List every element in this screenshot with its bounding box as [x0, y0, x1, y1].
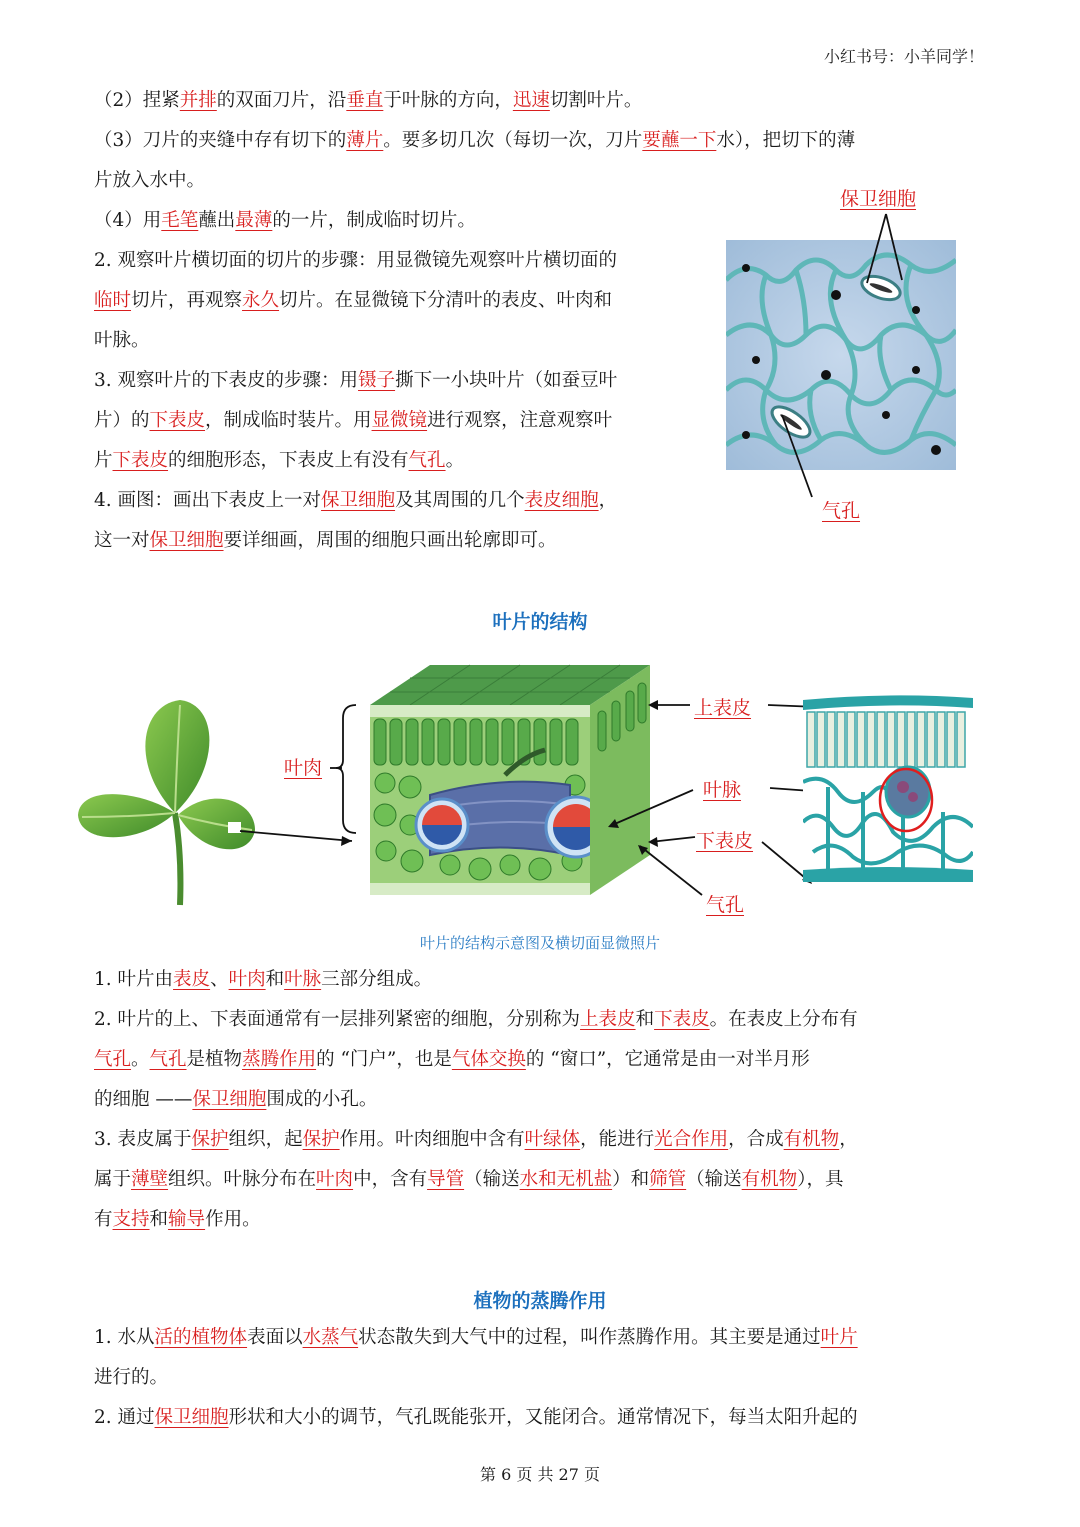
keyword-answer: 永久 — [242, 290, 280, 311]
text-run: 及其周围的几个 — [395, 490, 525, 511]
keyword-answer: 保护 — [302, 1129, 340, 1150]
keyword-answer: 上表皮 — [580, 1009, 636, 1030]
text-run: 和 — [265, 969, 285, 990]
page-footer: 第 6 页 共 27 页 — [480, 1465, 600, 1484]
keyword-answer: 活的植物体 — [154, 1327, 248, 1348]
keyword-answer: 有机物 — [741, 1169, 798, 1190]
keyword-answer: 最薄 — [235, 210, 273, 231]
keyword-answer: 迅速 — [512, 90, 550, 111]
para-line — [94, 1200, 261, 1240]
text-run: 片）的 — [94, 410, 150, 431]
keyword-answer: 要蘸一下 — [642, 130, 717, 151]
keyword-answer: 蒸腾作用 — [242, 1049, 317, 1070]
keyword-answer: 气孔 — [408, 450, 446, 471]
keyword-answer: 气体交换 — [451, 1049, 526, 1070]
figure-caption: 叶片的结构示意图及横切面显微照片 — [419, 934, 660, 952]
keyword-answer: 下表皮 — [149, 410, 206, 431]
text-run: 3. 表皮属于 — [94, 1129, 192, 1150]
label-lower-epidermis: 下表皮 — [696, 830, 754, 852]
label-upper-epidermis: 上表皮 — [694, 697, 752, 719]
keyword-answer: 薄片 — [346, 130, 384, 151]
text-run: 片 — [94, 450, 113, 471]
text-run: 是植物 — [186, 1049, 243, 1070]
label-guard-cell: 保卫细胞 — [840, 188, 917, 210]
text-run: 表面以 — [247, 1327, 303, 1348]
text-run: 组织，起 — [228, 1129, 303, 1150]
text-run: 这一对 — [94, 530, 150, 551]
text-run: 的双面刀片，沿 — [216, 90, 347, 111]
text-run: 的一片，制成临时切片。 — [272, 210, 476, 231]
text-run: 、 — [210, 969, 229, 990]
text-run: 叶脉。 — [94, 330, 150, 351]
keyword-answer: 保卫细胞 — [154, 1407, 229, 1428]
para-line — [94, 1318, 858, 1358]
text-run: ，能进行 — [580, 1129, 655, 1150]
keyword-answer: 下表皮 — [112, 450, 169, 471]
text-run: 和 — [635, 1009, 655, 1030]
text-run: （4）用 — [94, 210, 162, 231]
text-run: 和 — [149, 1209, 169, 1230]
text-run: 围成的小孔。 — [266, 1089, 378, 1110]
text-run: 蘸出 — [198, 210, 236, 231]
text-run: 。在表皮上分布有 — [709, 1009, 858, 1030]
text-run: 4. 画图：画出下表皮上一对 — [94, 490, 322, 511]
text-run: （2）捏紧 — [94, 90, 180, 111]
keyword-answer: 表皮 — [173, 969, 211, 990]
text-run: 三部分组成。 — [321, 969, 433, 990]
para-line — [94, 1120, 858, 1160]
section-title-leaf-structure: 叶片的结构 — [492, 611, 588, 633]
text-run: 的细胞 —— — [94, 1089, 193, 1110]
text-run: 。 — [131, 1049, 150, 1070]
keyword-answer: 叶脉 — [284, 969, 322, 990]
keyword-answer: 输导 — [168, 1209, 206, 1230]
text-run: 于叶脉的方向， — [383, 90, 513, 111]
keyword-answer: 叶片 — [820, 1327, 858, 1348]
text-run: 。 — [445, 450, 465, 471]
text-run: 切割叶片。 — [549, 90, 643, 111]
text-run: 2. 叶片的上、下表面通常有一层排列紧密的细胞，分别称为 — [94, 1009, 581, 1030]
text-run: 水），把切下的薄 — [716, 130, 856, 151]
keyword-answer: 显微镜 — [371, 410, 428, 431]
text-run: 进行观察，注意观察叶 — [427, 410, 613, 431]
keyword-answer: 光合作用 — [654, 1129, 729, 1150]
text-run: ， — [839, 1129, 858, 1150]
text-run: 组织。叶脉分布在 — [168, 1169, 317, 1190]
keyword-answer: 叶绿体 — [524, 1129, 581, 1150]
keyword-answer: 筛管 — [649, 1169, 687, 1190]
para-line — [94, 1398, 858, 1438]
para-line — [94, 960, 432, 1000]
text-run: ， — [598, 490, 618, 511]
header-account: 小红书号：小羊同学！ — [823, 47, 984, 66]
para-line — [94, 1080, 377, 1120]
text-run: 中，含有 — [353, 1169, 428, 1190]
text-run: 的 “门户”，也是 — [316, 1049, 452, 1070]
text-run: 2. 观察叶片横切面的切片的步骤：用显微镜先观察叶片横切面的 — [94, 250, 618, 271]
text-run: 切片，再观察 — [131, 290, 243, 311]
label-mesophyll: 叶肉 — [284, 757, 323, 779]
text-run: 1. 叶片由 — [94, 969, 174, 990]
text-run: 的 “窗口”，它通常是由一对半月形 — [525, 1049, 810, 1070]
text-run: （输送 — [686, 1169, 742, 1190]
text-run: 切片。在显微镜下分清叶的表皮、叶肉和 — [279, 290, 613, 311]
keyword-answer: 导管 — [427, 1169, 465, 1190]
text-run: ）和 — [612, 1169, 650, 1190]
keyword-answer: 并排 — [179, 90, 217, 111]
text-run: 的细胞形态，下表皮上有没有 — [168, 450, 409, 471]
text-run: 。要多切几次（每切一次，刀片 — [383, 130, 643, 151]
keyword-answer: 水蒸气 — [302, 1327, 359, 1348]
text-run: 3. 观察叶片的下表皮的步骤：用 — [94, 370, 359, 391]
text-run: ），具 — [797, 1169, 844, 1190]
keyword-answer: 垂直 — [346, 90, 384, 111]
keyword-answer: 薄壁 — [131, 1169, 169, 1190]
label-stoma: 气孔 — [706, 894, 745, 916]
label-stoma-micro: 气孔 — [822, 500, 861, 522]
text-run: 状态散失到大气中的过程，叫作蒸腾作用。其主要是通过 — [358, 1327, 821, 1348]
keyword-answer: 气孔 — [149, 1049, 187, 1070]
keyword-answer: 水和无机盐 — [519, 1169, 613, 1190]
para-line — [94, 1000, 858, 1040]
text-run: 片放入水中。 — [94, 170, 206, 191]
keyword-answer: 保卫细胞 — [192, 1089, 267, 1110]
para-line — [94, 1358, 168, 1398]
keyword-answer: 支持 — [112, 1209, 150, 1230]
section-title-transpiration: 植物的蒸腾作用 — [473, 1290, 607, 1312]
text-run: ，合成 — [728, 1129, 784, 1150]
text-run: 进行的。 — [94, 1367, 169, 1388]
keyword-answer: 临时 — [94, 290, 132, 311]
text-run: 作用。 — [205, 1209, 261, 1230]
vein-highlight-ring — [876, 765, 936, 835]
text-run: （输送 — [464, 1169, 520, 1190]
keyword-answer: 表皮细胞 — [524, 490, 599, 511]
text-run: ，制成临时装片。用 — [205, 410, 372, 431]
keyword-answer: 保护 — [191, 1129, 229, 1150]
text-run: （3）刀片的夹缝中存有切下的 — [94, 130, 347, 151]
text-run: 形状和大小的调节，气孔既能张开，又能闭合。通常情况下，每当太阳升起的 — [228, 1407, 858, 1428]
keyword-answer: 镊子 — [358, 370, 396, 391]
text-run: 1. 水从 — [94, 1327, 155, 1348]
keyword-answer: 保卫细胞 — [149, 530, 224, 551]
keyword-answer: 气孔 — [94, 1049, 132, 1070]
keyword-answer: 毛笔 — [161, 210, 199, 231]
label-vein: 叶脉 — [703, 779, 742, 801]
text-run: 属于 — [94, 1169, 132, 1190]
keyword-answer: 下表皮 — [654, 1009, 710, 1030]
text-run: 有 — [94, 1209, 113, 1230]
text-run: 要详细画，周围的细胞只画出轮廓即可。 — [223, 530, 557, 551]
para-line — [94, 1160, 843, 1200]
para-line — [94, 1040, 810, 1080]
text-run: 作用。叶肉细胞中含有 — [339, 1129, 525, 1150]
text-run: 2. 通过 — [94, 1407, 155, 1428]
keyword-answer: 叶肉 — [228, 969, 266, 990]
text-run: 撕下一小块叶片（如蚕豆叶 — [395, 370, 618, 391]
keyword-answer: 叶肉 — [316, 1169, 354, 1190]
keyword-answer: 保卫细胞 — [321, 490, 396, 511]
keyword-answer: 有机物 — [783, 1129, 840, 1150]
